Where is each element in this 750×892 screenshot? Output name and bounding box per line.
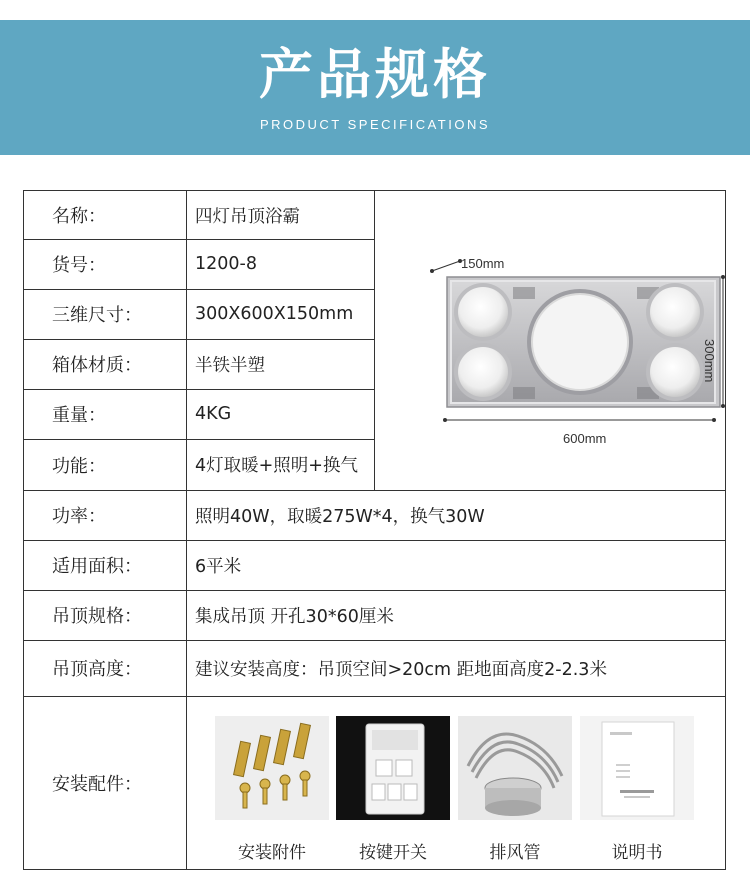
depth-dimension-label: 150mm [461, 256, 505, 271]
spec-value-ceiling-height: 建议安装高度：吊顶空间>20cm 距地面高度2-2.3米 [195, 659, 607, 680]
page-title: 产品规格 [259, 43, 491, 106]
spec-value-model: 1200-8 [195, 254, 257, 274]
accessory-label: 按键开关 [359, 843, 427, 863]
accessory-item [336, 716, 450, 863]
spec-label-function: 功能： [24, 439, 187, 490]
accessory-label: 说明书 [611, 843, 663, 863]
spec-label-area: 适用面积： [24, 540, 187, 590]
spec-label-name: 名称： [24, 191, 187, 239]
spec-label-ceiling-height: 吊顶高度： [24, 640, 187, 696]
spec-value-name: 四灯吊顶浴霸 [195, 206, 300, 227]
spec-label-material: 箱体材质： [24, 339, 187, 389]
spec-label-power: 功率： [24, 490, 187, 540]
width-dimension-label: 600mm [563, 431, 607, 446]
bath-heater-illustration [375, 191, 727, 490]
spec-value-power: 照明40W，取暖275W*4，换气30W [195, 506, 485, 527]
spec-value-function: 4灯取暖+照明+换气 [195, 456, 358, 476]
accessory-label: 安装附件 [238, 843, 306, 863]
spec-label-weight: 重量： [24, 389, 187, 439]
mounting-hardware-icon [215, 716, 329, 820]
spec-label-dimensions: 三维尺寸： [24, 289, 187, 339]
spec-value-dimensions: 300X600X150mm [195, 304, 354, 324]
spec-label-ceiling-spec: 吊顶规格： [24, 590, 187, 640]
header-banner [0, 20, 750, 155]
spec-label-model: 货号： [24, 239, 187, 289]
accessory-item [215, 716, 329, 863]
spec-value-weight: 4KG [195, 404, 232, 424]
spec-value-material: 半铁半塑 [195, 355, 265, 376]
spec-label-accessories: 安装配件： [24, 696, 187, 869]
switch-panel-icon [336, 716, 450, 820]
manual-icon [580, 716, 694, 820]
spec-value-area: 6平米 [195, 556, 242, 577]
accessory-item [458, 716, 572, 863]
product-diagram [375, 191, 727, 490]
spec-table [23, 190, 726, 870]
spec-value-ceiling-spec: 集成吊顶 开孔30*60厘米 [195, 606, 394, 627]
accessory-label: 排风管 [489, 843, 541, 863]
accessory-item [580, 716, 694, 863]
page-subtitle: PRODUCT SPECIFICATIONS [259, 117, 491, 132]
height-dimension-label: 300mm [702, 339, 717, 383]
exhaust-duct-icon [458, 716, 572, 820]
